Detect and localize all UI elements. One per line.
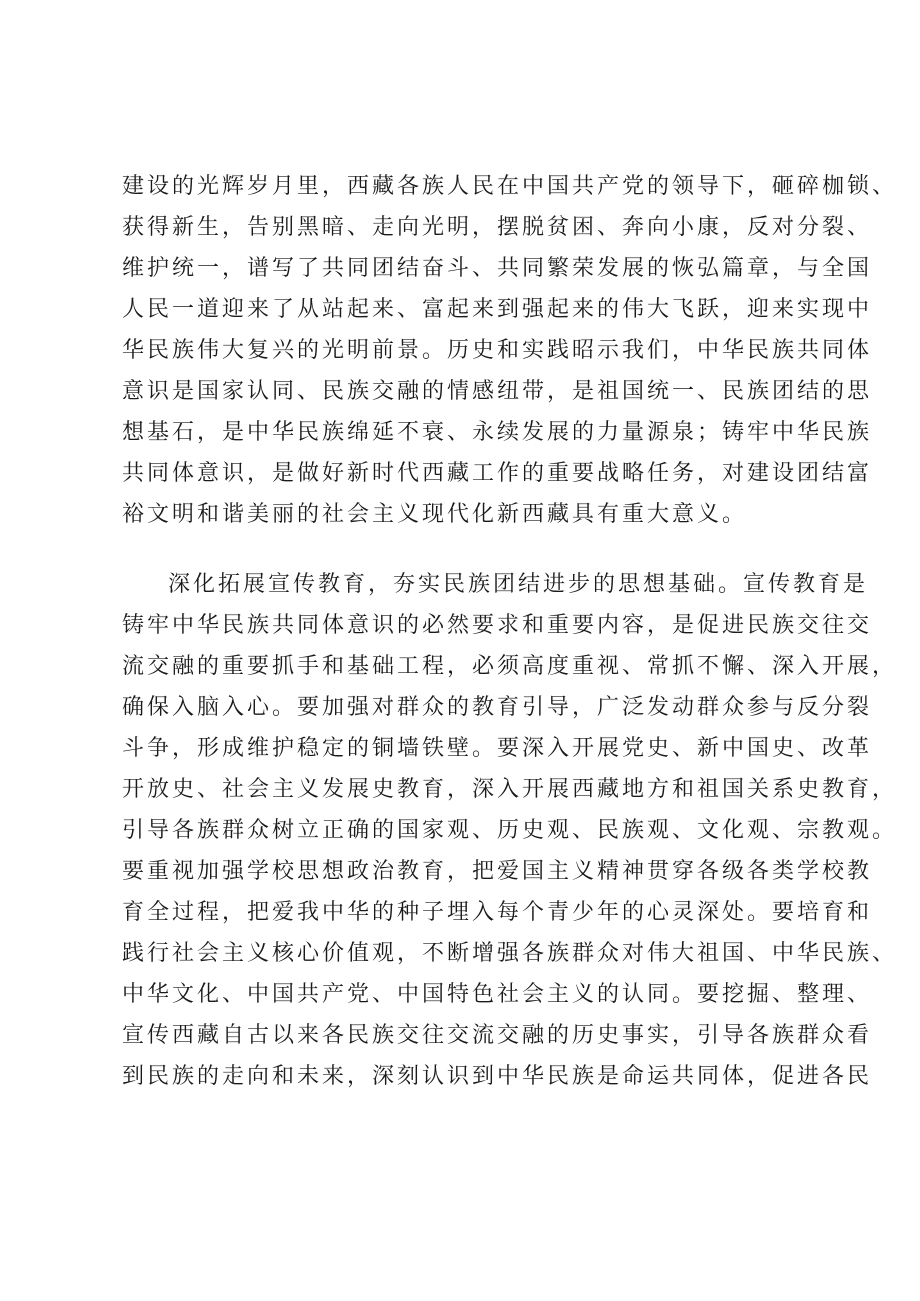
paragraph-2 [122,564,898,1097]
paragraph-line: 铸牢中华民族共同体意识的必然要求和重要内容，是促进民族交往交 [122,613,873,638]
paragraph-line: 华民族伟大复兴的光明前景。历史和实践昭示我们，中华民族共同体 [122,338,873,363]
paragraph-line: 到民族的走向和未来，深刻认识到中华民族是命运共同体，促进各民 [122,1064,873,1089]
paragraph-line: 建设的光辉岁月里，西藏各族人民在中国共产党的领导下，砸碎枷锁、 [122,174,898,199]
paragraph-line: 斗争，形成维护稳定的铜墙铁壁。要深入开展党史、新中国史、改革 [122,736,873,761]
paragraph-line: 流交融的重要抓手和基础工程，必须高度重视、常抓不懈、深入开展， [122,654,898,679]
paragraph-line: 共同体意识，是做好新时代西藏工作的重要战略任务，对建设团结富 [122,461,873,486]
paragraph-line: 要重视加强学校思想政治教育，把爱国主义精神贯穿各级各类学校教 [122,859,873,884]
paragraph-line: 引导各族群众树立正确的国家观、历史观、民族观、文化观、宗教观。 [122,818,898,843]
paragraph-line: 开放史、社会主义发展史教育，深入开展西藏地方和祖国关系史教育， [122,777,898,802]
paragraph-line: 想基石，是中华民族绵延不衰、永续发展的力量源泉；铸牢中华民族 [122,420,873,445]
paragraph-line: 确保入脑入心。要加强对群众的教育引导，广泛发动群众参与反分裂 [122,695,873,720]
paragraph-1 [122,166,898,535]
paragraph-line: 获得新生，告别黑暗、走向光明，摆脱贫困、奔向小康，反对分裂、 [122,215,873,240]
paragraph-line: 践行社会主义核心价值观，不断增强各族群众对伟大祖国、中华民族、 [122,941,898,966]
paragraph-line: 育全过程，把爱我中华的种子埋入每个青少年的心灵深处。要培育和 [122,900,873,925]
paragraph-line: 意识是国家认同、民族交融的情感纽带，是祖国统一、民族团结的思 [122,379,873,404]
paragraph-line: 宣传西藏自古以来各民族交往交流交融的历史事实，引导各族群众看 [122,1023,873,1048]
paragraph-line: 裕文明和谐美丽的社会主义现代化新西藏具有重大意义。 [122,502,748,527]
paragraph-line: 深化拓展宣传教育，夯实民族团结进步的思想基础。宣传教育是 [168,572,869,597]
paragraph-line: 维护统一，谱写了共同团结奋斗、共同繁荣发展的恢弘篇章，与全国 [122,256,873,281]
paragraph-line: 人民一道迎来了从站起来、富起来到强起来的伟大飞跃，迎来实现中 [122,297,873,322]
paragraph-line: 中华文化、中国共产党、中国特色社会主义的认同。要挖掘、整理、 [122,982,873,1007]
